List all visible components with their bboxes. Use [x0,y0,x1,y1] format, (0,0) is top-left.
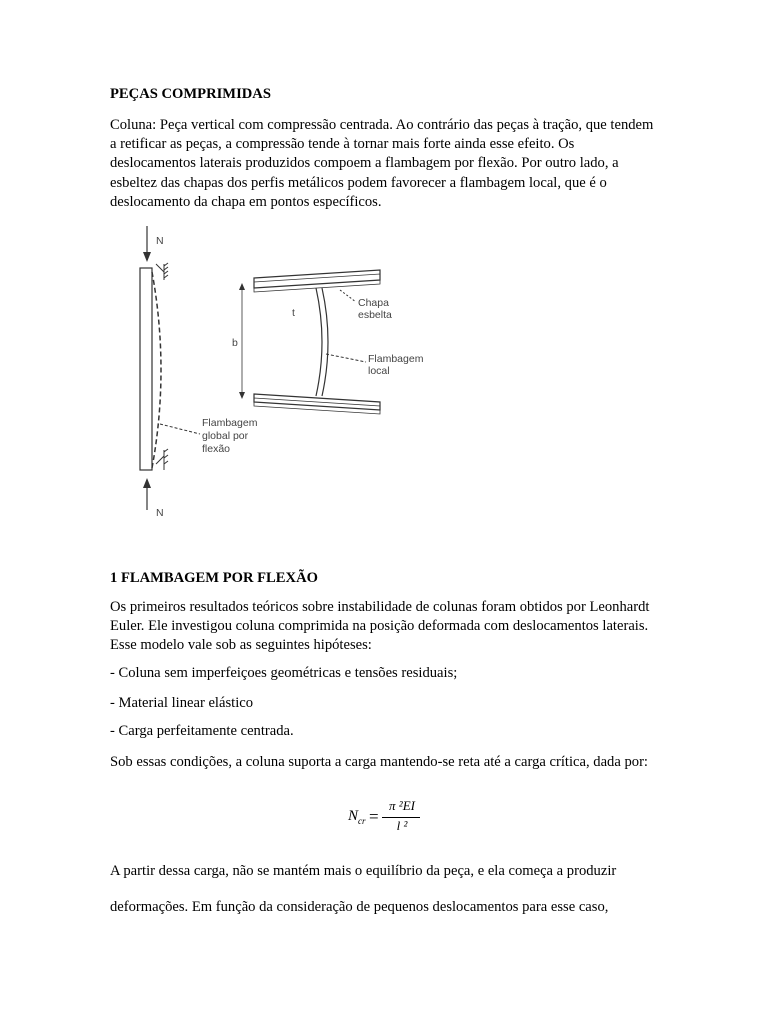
dimension-b: b [232,337,238,349]
conditions-paragraph: Sob essas condições, a coluna suporta a carga mantendo-se reta até a carga crítica, dada por: [110,754,648,770]
hypothesis-item: - Coluna sem imperfeiçoes geométricas e tensões residuais; [110,665,458,681]
formula-denominator: l ² [396,818,408,833]
intro-paragraph: Coluna: Peça vertical com compressão centrada. Ao contrário das peças à tração, que tendem a retificar as peças, a compressão tende à tornar mais forte ainda esse efeito. Os deslocamentos laterais produzidos compoem a flambagem por flexão. Por outro lado, a esbeltez das chapas dos perfis metálicos podem favorecer a flambagem local, que é o deslocamento da chapa em pontos específicos. [110,117,654,210]
column-drawing [140,226,168,510]
formula-subscript: cr [358,816,366,826]
i-section-drawing [160,270,380,434]
buckling-diagram [112,220,440,530]
heading-compressed-pieces: PEÇAS COMPRIMIDAS [110,86,271,102]
label-flexao: flexão [202,443,231,455]
hypothesis-item: - Carga perfeitamente centrada. [110,723,294,739]
label-chapa: Chapa [358,297,389,309]
label-flambagem-global: Flambagem [202,417,258,429]
label-esbelta: esbelta [358,309,392,321]
formula-lhs [348,808,366,826]
formula-numerator: π ²EI [389,798,415,813]
euler-critical-load-formula [346,798,436,838]
after-formula-line-1: A partir dessa carga, não se mantém mais o equilíbrio da peça, e ela começa a produzir [110,863,617,879]
label-local: local [368,365,390,377]
load-N-top: N [156,235,164,247]
thickness-t: t [292,307,295,319]
section-paragraph: Os primeiros resultados teóricos sobre instabilidade de colunas foram obtidos por Leonhardt Euler. Ele investigou coluna comprimida na posição deformada com deslocamentos laterais. Esse modelo vale sob as seguintes hipóteses: [110,599,650,654]
section-heading-flexural-buckling: 1 FLAMBAGEM POR FLEXÃO [110,570,318,586]
after-formula-line-2: deformações. Em função da consideração de pequenos deslocamentos para esse caso, [110,899,609,915]
load-N-bottom: N [156,507,164,519]
label-global-por: global por [202,430,249,442]
hypothesis-item: - Material linear elástico [110,695,254,711]
label-flambagem-local: Flambagem [368,353,424,365]
formula-N: N [348,808,359,824]
formula-equals: = [369,807,379,826]
buckling-figure [112,220,440,530]
